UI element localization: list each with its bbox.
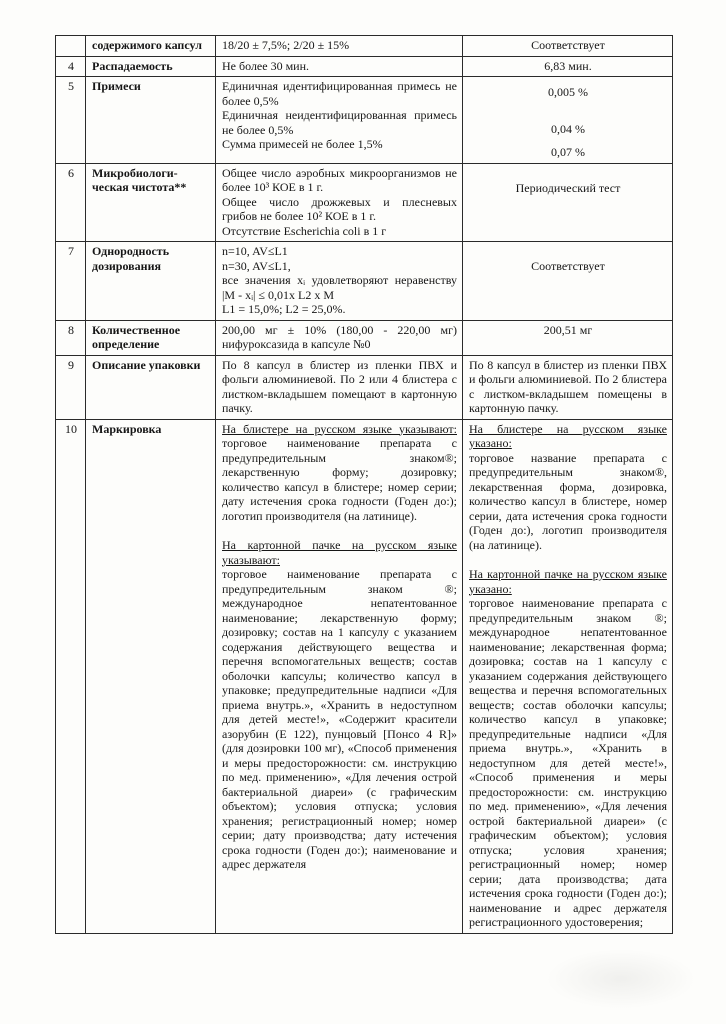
result-line: 0,07 % [551, 145, 585, 159]
table-row [56, 163, 673, 242]
result-line: Периодический тест [515, 180, 621, 195]
requirement-line: Единичная неидентифицированная примесь не более 0,5% [222, 108, 457, 137]
requirement-line: Сумма примесей не более 1,5% [222, 137, 383, 151]
result-line: 0,04 % [551, 121, 585, 136]
marking-blister-text-result: торговое название препарата с предупредительным знаком®, лекарственная форма, дозировка, количество капсул в блистере, номер серии, дата истечения срока годности (Годен до:), логотип производителя (на латинице). [469, 450, 667, 552]
requirement-line: L1 = 15,0%; L2 = 25,0%. [222, 302, 346, 316]
table-row [56, 419, 673, 933]
parameter-cell: Распадаемость [86, 56, 216, 77]
result-cell [463, 355, 673, 419]
requirement-line: Отсутствие Escherichia coli в 1 г [222, 223, 387, 238]
result-cell [463, 77, 673, 164]
table-row [56, 56, 673, 77]
parameter-cell: Примеси [86, 77, 216, 164]
marking-blister-heading-result: На блистере на русском языке указано: [469, 421, 667, 450]
row-number-cell: 6 [56, 163, 86, 242]
requirement-cell [216, 419, 463, 933]
result-line: Соответствует [531, 38, 605, 52]
requirement-line: 200,00 мг ± 10% (180,00 - 220,00 мг) нифуроксазида в капсуле №0 [222, 322, 457, 351]
marking-blister-heading: На блистере на русском языке указывают: [222, 421, 457, 436]
parameter-cell: Микробиологи-ческая чистота** [86, 163, 216, 242]
parameter-cell: содержимого капсул [86, 36, 216, 57]
requirement-line: По 8 капсул в блистер из пленки ПВХ и фольги алюминиевой. По 2 или 4 блистера с листком-вкладышем помещают в картонную пачку. [222, 357, 457, 415]
requirement-line: Общее число дрожжевых и плесневых грибов не более 10² КОЕ в 1 г. [222, 194, 457, 223]
result-cell [463, 320, 673, 355]
row-number-cell [56, 36, 86, 57]
result-cell [463, 36, 673, 57]
requirement-cell [216, 36, 463, 57]
marking-carton-text: торговое наименование препарата с предупредительным знаком ®; международное непатентованное наименование; лекарственную форму; дозировку; состав на 1 капсулу с указанием содержания действующего вещества и перечня вспомогательных веществ; состав оболочки капсулы; количество капсул в упаковке; предупредительные надписи «Для приема внутрь.», «Хранить в недоступном для детей месте!», «Содержит красители азорубин (Е 122), пунцовый [Понсо 4 R]» (для дозировки 100 мг), «Способ применения и меры предосторожности: см. инструкцию по мед. применению», «Для лечения острой бактериальной диареи» (с графическим объектом); условия отпуска; условия хранения; регистрационный номер; номер серии; дату производства; дату истечения срока годности (Годен до:); наименование и адрес держателя [222, 567, 457, 871]
requirement-cell [216, 355, 463, 419]
requirement-cell [216, 163, 463, 242]
table-row [56, 36, 673, 57]
table-row [56, 77, 673, 164]
requirement-line: n=30, AV≤L1, [222, 258, 291, 273]
marking-carton-heading: На картонной пачке на русском языке указывают: [222, 538, 457, 567]
result-line: Соответствует [531, 259, 605, 273]
requirement-cell [216, 320, 463, 355]
result-cell [463, 242, 673, 321]
table-row [56, 320, 673, 355]
marking-carton-text-result: торговое наименование препарата с предупредительным знаком ®; международное непатентованное наименование; лекарственная форма; дозировка; состав на 1 капсулу с указанием содержания действующего вещества и перечня вспомогательных веществ; состав оболочки капсулы; количество капсул в упаковке; предупредительные надписи «Для приема внутрь.», «Хранить в недоступном для детей месте!», «Способ применения и меры предосторожности: см. инструкцию по мед. применению», «Для лечения острой бактериальной диареи» (с графическим объектом); условия отпуска; условия хранения; регистрационный номер; номер серии; дата производства; дата истечения срока годности (Годен до:); наименование и адрес держателя регистрационного удостоверения; [469, 596, 667, 929]
requirement-cell [216, 56, 463, 77]
parameter-cell: Описание упаковки [86, 355, 216, 419]
row-number-cell: 7 [56, 242, 86, 321]
row-number-cell: 10 [56, 419, 86, 933]
requirement-line: Не более 30 мин. [222, 58, 310, 73]
requirement-line: Общее число аэробных микроорганизмов не более 10³ КОЕ в 1 г. [222, 165, 457, 194]
result-cell [463, 56, 673, 77]
row-number-cell: 5 [56, 77, 86, 164]
marking-carton-heading-result: На картонной пачке на русском языке указано: [469, 567, 667, 596]
result-cell [463, 419, 673, 933]
spec-table [55, 35, 673, 934]
requirement-cell [216, 242, 463, 321]
requirement-cell [216, 77, 463, 164]
parameter-cell: Количественное определение [86, 320, 216, 355]
marking-blister-paragraph [222, 422, 457, 524]
row-number-cell: 9 [56, 355, 86, 419]
marking-blister-text: торговое наименование препарата с предупредительным знаком®; лекарственную форму; дозировку; количество капсул в блистере; номер серии; дату истечения срока годности (Годен до:); логотип производителя (на латинице). [222, 436, 457, 523]
parameter-cell: Однородность дозирования [86, 242, 216, 321]
requirement-line: 18/20 ± 7,5%; 2/20 ± 15% [222, 38, 350, 52]
parameter-cell: Маркировка [86, 419, 216, 933]
requirement-line: n=10, AV≤L1 [222, 244, 288, 258]
result-cell [463, 163, 673, 242]
result-line: 200,51 мг [543, 322, 593, 337]
result-line: 0,005 % [548, 85, 588, 99]
scan-smudge [546, 949, 696, 1009]
row-number-cell: 4 [56, 56, 86, 77]
result-line: 6,83 мин. [544, 58, 592, 73]
result-line: По 8 капсул в блистер из пленки ПВХ и фольги алюминиевой. По 2 блистера с листком-вкладышем помещены в картонную пачку. [469, 357, 667, 415]
table-row [56, 242, 673, 321]
table-row [56, 355, 673, 419]
requirement-line: Единичная идентифицированная примесь не более 0,5% [222, 79, 457, 108]
requirement-line: все значения xᵢ удовлетворяют неравенству |M - xᵢ| ≤ 0,01х L2 х М [222, 273, 457, 302]
row-number-cell: 8 [56, 320, 86, 355]
